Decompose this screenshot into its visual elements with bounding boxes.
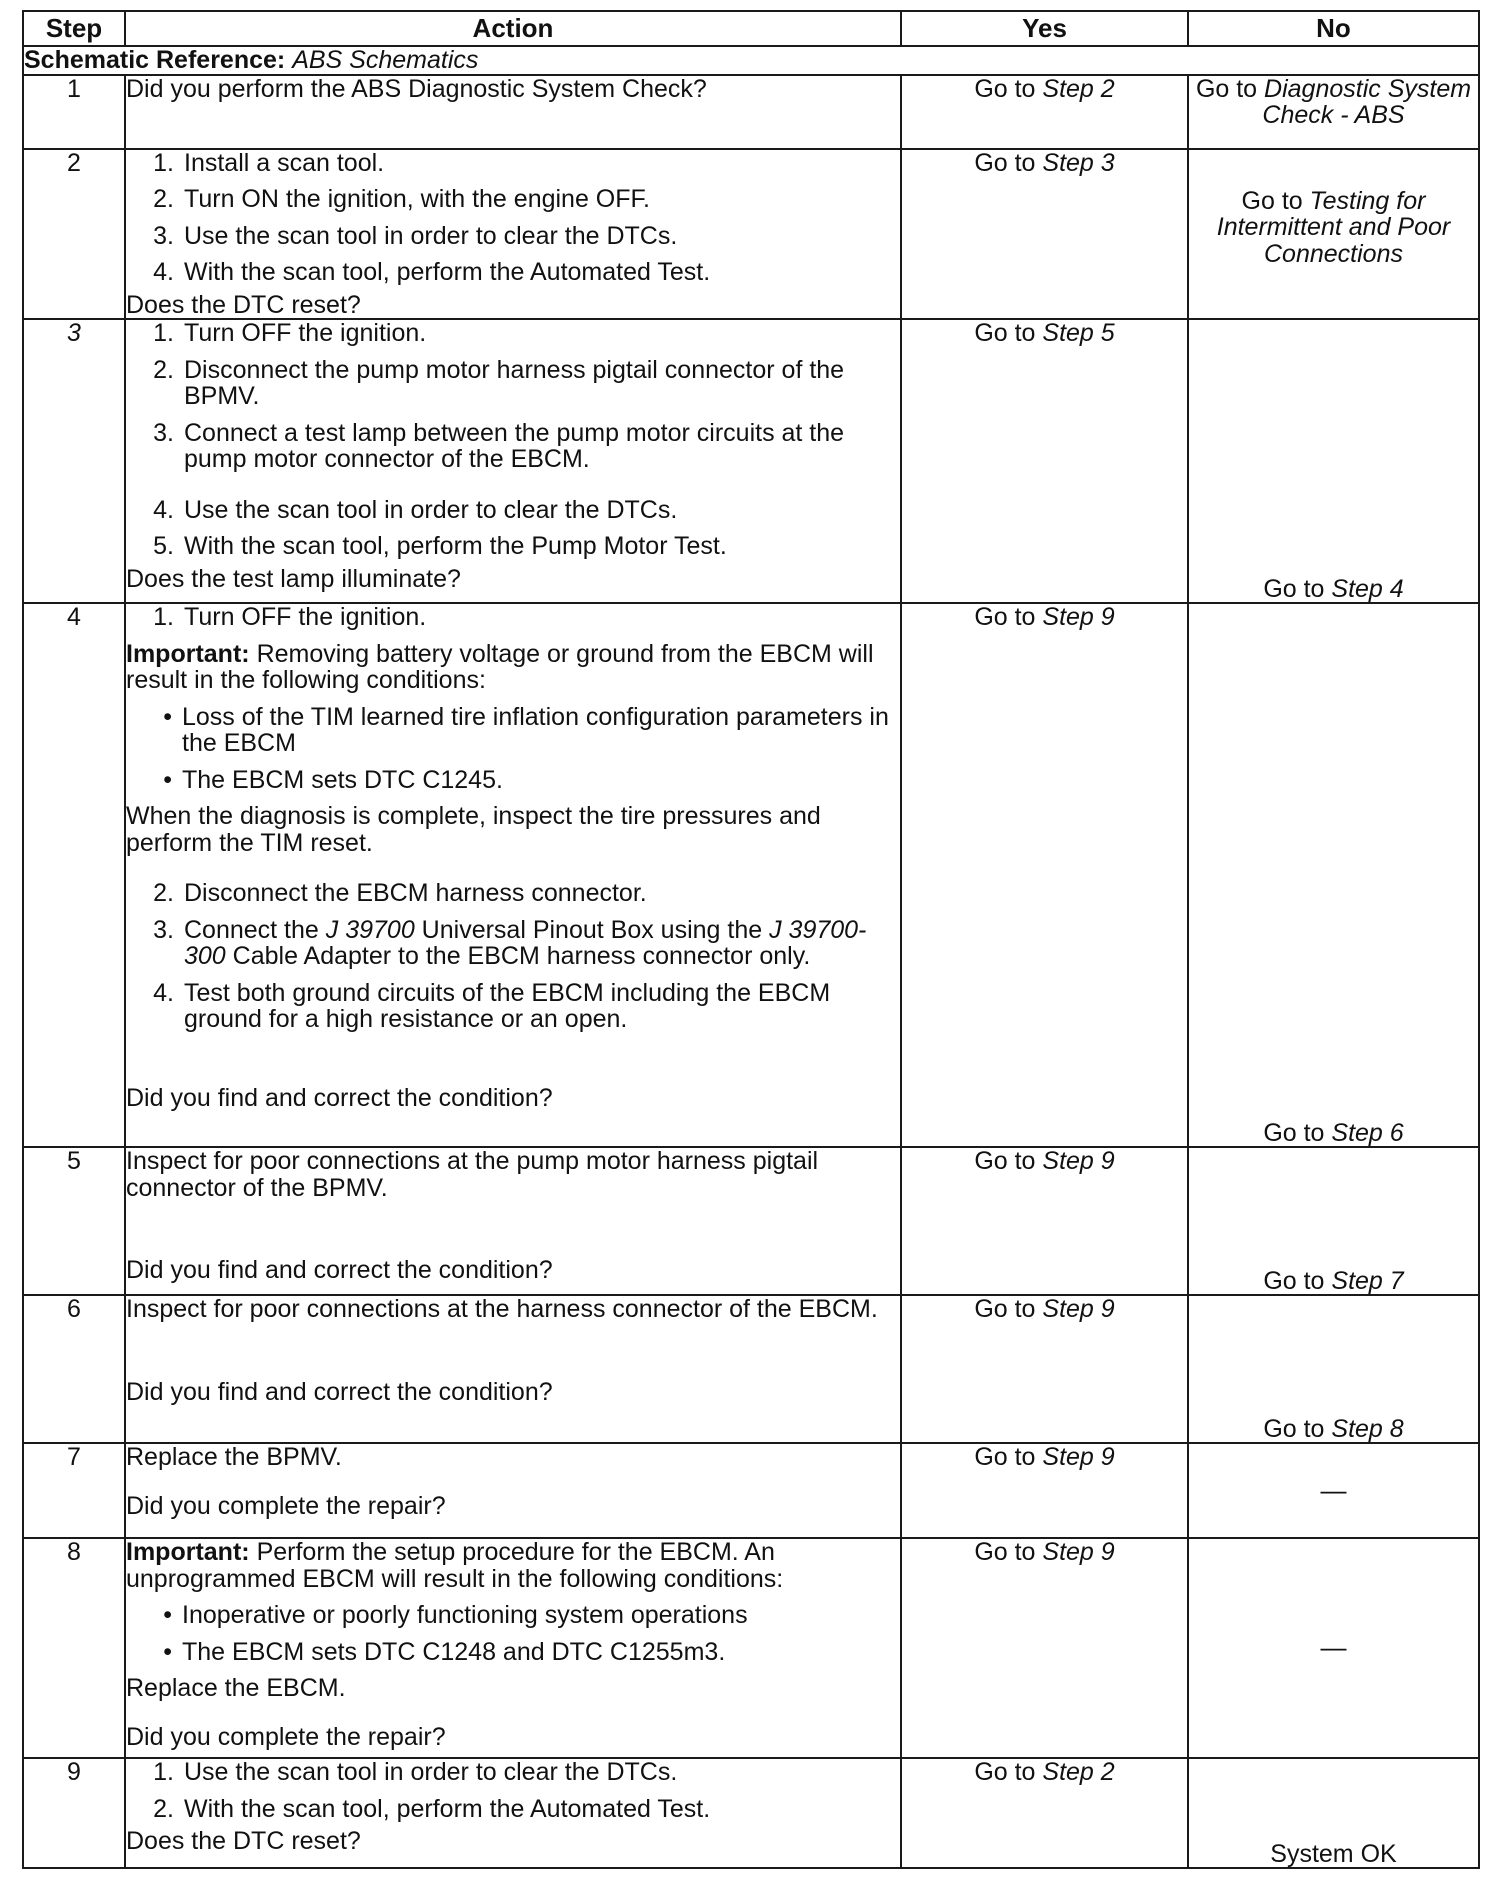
no-step-link[interactable]: Step 7 [1331, 1266, 1404, 1295]
action-cell [125, 1538, 901, 1758]
no-cell [1188, 319, 1479, 603]
tool-link[interactable]: J 39700 [325, 915, 415, 944]
yes-prefix: Go to [974, 1147, 1043, 1175]
header-no: No [1188, 11, 1479, 46]
header-step: Step [23, 11, 125, 46]
no-prefix: Go to [1195, 74, 1265, 103]
yes-cell [901, 1758, 1188, 1868]
header-yes: Yes [901, 11, 1188, 46]
table-row [23, 1147, 1479, 1295]
action-cell [125, 1295, 901, 1443]
no-result: — [1320, 1632, 1347, 1663]
schematic-link[interactable]: ABS Schematics [292, 46, 479, 74]
important-label: Important: [126, 1538, 250, 1566]
action-step: 2. With the scan tool, perform the Automated Test. [153, 1794, 711, 1823]
table-row [23, 149, 1479, 320]
important-text: Perform the setup procedure for the EBCM. An unprogrammed EBCM will result in the following conditions: [126, 1538, 784, 1593]
action-steps [126, 880, 900, 1033]
step-number: 5 [23, 1147, 125, 1295]
yes-prefix: Go to [974, 603, 1043, 631]
action-steps [126, 150, 900, 286]
action-step: 1. Use the scan tool in order to clear the DTCs. [153, 1758, 678, 1786]
action-steps [126, 1759, 900, 1822]
yes-step-link[interactable]: Step 5 [1042, 319, 1115, 347]
table-row [23, 603, 1479, 1147]
action-question: Did you perform the ABS Diagnostic System Check? [126, 74, 707, 103]
action-cell [125, 149, 901, 320]
no-cell [1188, 1295, 1479, 1443]
important-label: Important: [126, 639, 250, 668]
yes-cell [901, 1538, 1188, 1758]
step-number: 4 [23, 603, 125, 1147]
action-text: Replace the BPMV. [126, 1443, 342, 1471]
important-note [126, 1539, 900, 1592]
action-step: 4. With the scan tool, perform the Automated Test. [153, 258, 711, 286]
yes-prefix: Go to [974, 148, 1043, 177]
step-number: 7 [23, 1443, 125, 1538]
no-prefix: Go to [1263, 1414, 1332, 1443]
action-step: 3. Connect the J 39700 Universal Pinout Box using the J 39700-300 Cable Adapter to the EBCM harness connector only. [153, 915, 867, 970]
yes-prefix: Go to [974, 319, 1043, 347]
table-row [23, 75, 1479, 149]
adapter-link[interactable]: J 39700-300 [184, 915, 867, 970]
step-number: 9 [23, 1758, 125, 1868]
table-row [23, 319, 1479, 603]
yes-prefix: Go to [974, 1538, 1043, 1566]
condition-list [126, 1602, 900, 1665]
action-step: 1. Turn OFF the ignition. [153, 603, 427, 631]
yes-prefix: Go to [974, 74, 1043, 103]
diagnosis-note: When the diagnosis is complete, inspect the tire pressures and perform the TIM reset. [126, 802, 821, 857]
header-action: Action [125, 11, 901, 46]
no-cell [1188, 603, 1479, 1147]
no-cell [1188, 1538, 1479, 1758]
yes-step-link[interactable]: Step 9 [1042, 1295, 1115, 1323]
important-text: Removing battery voltage or ground from the EBCM will result in the following conditions: [126, 639, 874, 694]
schematic-label: Schematic Reference: [24, 46, 286, 74]
yes-prefix: Go to [974, 1758, 1043, 1786]
no-step-link[interactable]: Step 4 [1331, 574, 1404, 603]
list-item: • Inoperative or poorly functioning system operations [163, 1601, 748, 1629]
action-step: 2. Turn ON the ignition, with the engine OFF. [153, 185, 650, 213]
action-question: Did you find and correct the condition? [126, 1377, 553, 1406]
no-cell [1188, 1443, 1479, 1538]
yes-step-link[interactable]: Step 2 [1042, 74, 1115, 103]
no-cell [1188, 75, 1479, 149]
action-question: Did you complete the repair? [126, 1491, 446, 1520]
yes-cell [901, 75, 1188, 149]
no-cell [1188, 149, 1479, 320]
diagnostic-table [22, 10, 1480, 1869]
yes-cell [901, 319, 1188, 603]
table-row [23, 1295, 1479, 1443]
yes-cell [901, 1295, 1188, 1443]
action-text: Replace the EBCM. [126, 1674, 346, 1702]
action-step: 1. Turn OFF the ignition. [153, 319, 427, 347]
table-row [23, 1758, 1479, 1868]
no-step-link[interactable]: Testing for Intermittent and Poor Connections [1216, 186, 1451, 268]
action-question: Did you find and correct the condition? [126, 1083, 553, 1112]
yes-step-link[interactable]: Step 2 [1042, 1758, 1115, 1786]
step-number: 8 [23, 1538, 125, 1758]
step-number: 3 [23, 319, 125, 603]
no-prefix: Go to [1263, 574, 1332, 603]
action-step: 2. Disconnect the pump motor harness pigtail connector of the BPMV. [153, 355, 845, 410]
schematic-row [23, 46, 1479, 75]
yes-cell [901, 1147, 1188, 1295]
no-cell [1188, 1147, 1479, 1295]
step-number: 6 [23, 1295, 125, 1443]
yes-prefix: Go to [974, 1295, 1043, 1323]
table-row [23, 1443, 1479, 1538]
action-step: 3. Connect a test lamp between the pump motor circuits at the pump motor connector of the EBCM. [153, 418, 845, 473]
yes-cell [901, 1443, 1188, 1538]
action-text: Inspect for poor connections at the harness connector of the EBCM. [126, 1295, 878, 1323]
action-question: Does the DTC reset? [126, 1827, 361, 1855]
action-cell [125, 1758, 901, 1868]
table-row [23, 1538, 1479, 1758]
action-step: 1. Install a scan tool. [153, 148, 385, 177]
action-cell [125, 319, 901, 603]
action-question: Did you complete the repair? [126, 1722, 446, 1751]
action-text: Inspect for poor connections at the pump motor harness pigtail connector of the BPMV. [126, 1147, 819, 1202]
action-cell [125, 1443, 901, 1538]
no-result: System OK [1270, 1839, 1397, 1868]
action-question: Does the test lamp illuminate? [126, 564, 461, 593]
action-step: 3. Use the scan tool in order to clear the DTCs. [153, 221, 678, 250]
action-step: 5. With the scan tool, perform the Pump Motor Test. [153, 532, 727, 560]
no-prefix: Go to [1263, 1266, 1332, 1295]
yes-cell [901, 603, 1188, 1147]
action-question: Does the DTC reset? [126, 290, 361, 319]
no-step-link[interactable]: Step 6 [1331, 1118, 1404, 1147]
header-row [23, 11, 1479, 46]
yes-cell [901, 149, 1188, 320]
yes-prefix: Go to [974, 1443, 1043, 1471]
no-step-link[interactable]: Step 8 [1331, 1414, 1404, 1443]
no-prefix: Go to [1263, 1118, 1332, 1147]
action-steps [126, 320, 900, 560]
schematic-reference [23, 46, 1479, 75]
yes-step-link[interactable]: Step 9 [1042, 603, 1115, 631]
no-prefix: Go to [1241, 186, 1310, 215]
yes-step-link[interactable]: Step 3 [1042, 148, 1115, 177]
action-cell [125, 75, 901, 149]
action-steps [126, 604, 900, 631]
condition-list [126, 704, 900, 794]
action-step: 4. Test both ground circuits of the EBCM including the EBCM ground for a high resistance or an open. [153, 978, 831, 1033]
important-note [126, 641, 900, 694]
action-cell [125, 603, 901, 1147]
yes-step-link[interactable]: Step 9 [1042, 1147, 1115, 1175]
list-item: • The EBCM sets DTC C1245. [163, 765, 503, 794]
yes-step-link[interactable]: Step 9 [1042, 1538, 1115, 1566]
no-cell [1188, 1758, 1479, 1868]
action-question: Did you find and correct the condition? [126, 1256, 553, 1284]
action-step: 4. Use the scan tool in order to clear the DTCs. [153, 495, 678, 524]
step-number: 2 [23, 149, 125, 320]
list-item: • The EBCM sets DTC C1248 and DTC C1255m3. [163, 1637, 726, 1666]
list-item: • Loss of the TIM learned tire inflation configuration parameters in the EBCM [163, 702, 889, 757]
action-step: 2. Disconnect the EBCM harness connector. [153, 879, 647, 907]
step-number: 1 [23, 75, 125, 149]
no-step-link[interactable]: Diagnostic System Check - ABS [1262, 74, 1472, 129]
action-cell [125, 1147, 901, 1295]
no-result: — [1320, 1474, 1347, 1505]
yes-step-link[interactable]: Step 9 [1042, 1443, 1115, 1471]
